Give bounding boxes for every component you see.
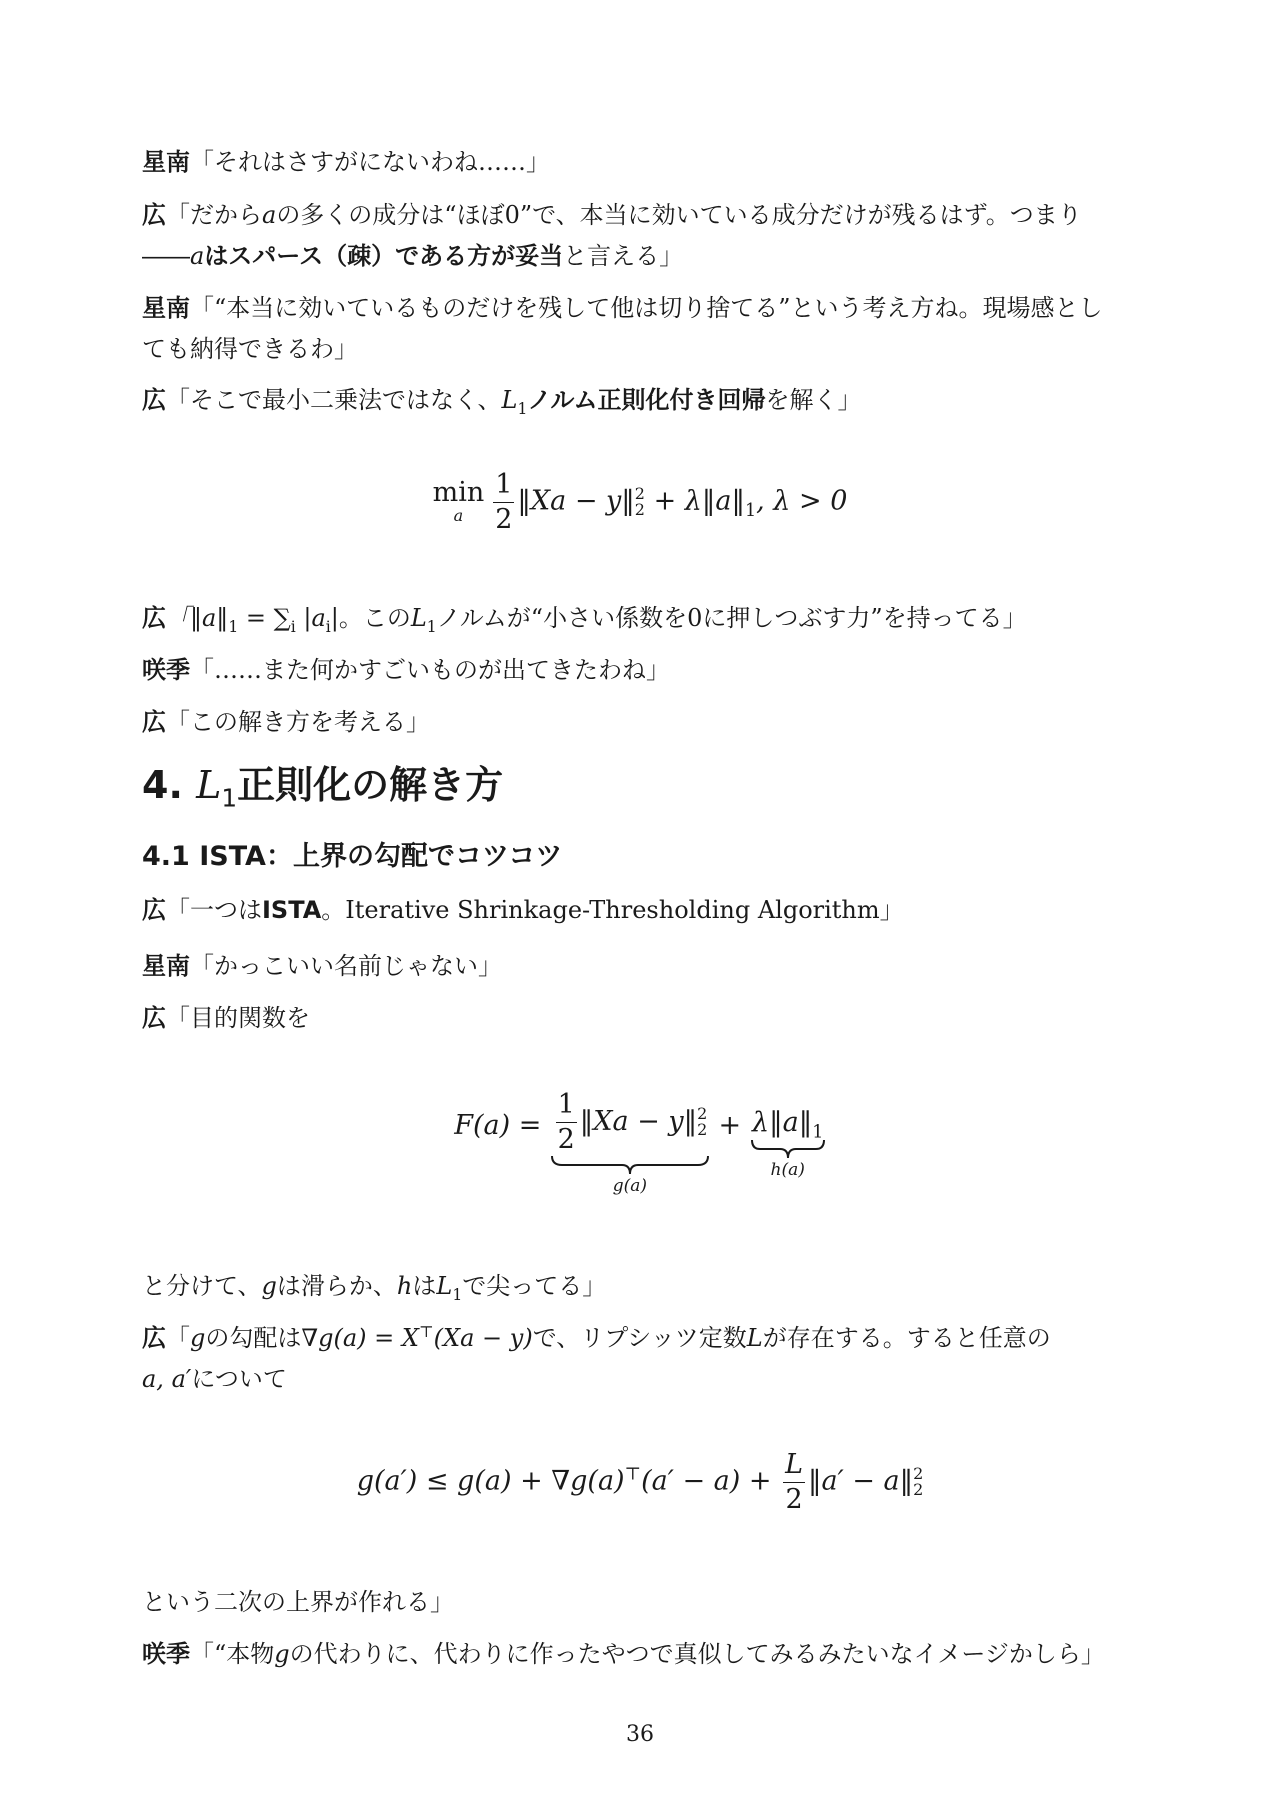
math-var: L	[436, 1272, 453, 1300]
norm-indices: 2 2	[634, 484, 645, 520]
dialogue-line	[142, 195, 1142, 277]
math-expr: g(a′) ≤ g(a) + ∇g(a)	[356, 1465, 625, 1497]
dialogue-text: という二次の上界が作れる」	[142, 1588, 454, 1616]
dialogue-text: 「かっこいい名前じゃない」	[190, 952, 502, 980]
subsection-heading: 4.1 ISTA：上界の勾配でコツコツ	[142, 841, 563, 872]
dialogue-text: で尖ってる」	[462, 1272, 607, 1300]
math-sub: 1	[452, 1285, 463, 1304]
dialogue-text: 「だから	[166, 201, 262, 229]
math-sub: i	[325, 617, 331, 636]
math-expr: ‖a′ − a‖	[808, 1465, 914, 1497]
dialogue-text: と分けて、	[142, 1272, 262, 1300]
dialogue-line	[142, 702, 1142, 743]
speaker-name: 咲季	[142, 1640, 190, 1668]
dialogue-line	[142, 1266, 1142, 1307]
fraction: $\frac{1}{2}$	[557, 1089, 575, 1155]
dialogue-text: 「一つは	[166, 896, 262, 924]
dialogue-text: の勾配は	[205, 1324, 302, 1352]
dialogue-text: 「それはさすがにないわね……」	[190, 148, 550, 176]
math-var: L	[196, 763, 222, 807]
equation-objective	[0, 470, 1280, 534]
dialogue-line	[142, 288, 1142, 370]
section-heading	[142, 754, 504, 813]
math-var: h	[396, 1272, 413, 1300]
math-var: L	[410, 604, 427, 632]
dialogue-line	[142, 380, 1142, 421]
math-expr: + λ‖a‖	[644, 485, 745, 517]
equation-decomposition	[0, 1090, 1280, 1196]
dialogue-text: について	[191, 1365, 287, 1393]
math-sub: 1	[744, 501, 757, 522]
math-expr: |	[330, 604, 339, 632]
underbrace-icon	[550, 1154, 710, 1176]
dialogue-text: 「“本当に効いているものだけを残して他は切り捨てる”という考え方ね。現場感とし	[190, 294, 1103, 322]
bold-text: ノルム正則化付き回帰	[527, 386, 766, 414]
underbrace-h: $\lambda‖a‖_1$ h(a)	[750, 1107, 826, 1180]
page-number: 36	[626, 1722, 654, 1747]
speaker-name: 広	[142, 708, 166, 736]
math-var: a	[262, 201, 277, 229]
math-sub: 1	[221, 783, 238, 813]
underbrace-g: $\frac{1}{2}$ ‖Xa − y‖ 2 2 g(a)	[550, 1090, 710, 1196]
dialogue-line	[142, 650, 1142, 691]
math-var: g	[190, 1324, 206, 1352]
speaker-name: 広	[142, 386, 166, 414]
bold-text: はスパース（疎）である方が妥当	[204, 242, 564, 270]
dialogue-text: 「目的関数を	[166, 1004, 310, 1032]
dialogue-text: は滑らか、	[276, 1272, 397, 1300]
speaker-name: 広	[142, 201, 166, 229]
math-sub: 1	[228, 617, 239, 636]
dialogue-text: が存在する。すると任意の	[762, 1324, 1051, 1352]
bold-text: ISTA	[262, 896, 322, 924]
math-var: L	[501, 386, 518, 414]
dialogue-line	[142, 1318, 1142, 1400]
min-operator: min a	[432, 477, 485, 526]
dialogue-line	[142, 946, 1142, 987]
math-sub: i	[290, 617, 296, 636]
dialogue-line	[142, 142, 1142, 183]
speaker-name: 咲季	[142, 656, 190, 684]
dialogue-text: 。Iterative Shrinkage-Thresholding Algorithm」	[321, 896, 904, 924]
math-expr: F(a) =	[454, 1110, 550, 1141]
math-expr: a, a′	[142, 1365, 192, 1393]
math-var: g	[261, 1272, 277, 1300]
math-expr: (Xa − y)	[433, 1324, 533, 1352]
dash: ――	[142, 242, 190, 270]
speaker-name: 広	[142, 604, 166, 632]
fraction: $\frac{L}{2}$	[785, 1449, 803, 1515]
dialogue-text: で、リプシッツ定数	[532, 1324, 747, 1352]
section-number: 4.	[142, 763, 197, 807]
math-sub: 1	[517, 399, 528, 418]
speaker-name: 星南	[142, 952, 190, 980]
label-h: h(a)	[770, 1159, 805, 1180]
speaker-name: 広	[142, 896, 166, 924]
math-expr: = ∑	[238, 604, 291, 632]
equation-upper-bound	[0, 1450, 1280, 1514]
dialogue-text: 「……また何かすごいものが出てきたわね」	[190, 656, 670, 684]
math-expr: +	[709, 1110, 750, 1141]
math-sup: ⊤	[624, 1464, 642, 1485]
dialogue-text: と言える」	[563, 242, 684, 270]
speaker-name: 広	[142, 1324, 166, 1352]
math-expr: ∇g(a) = X	[301, 1324, 419, 1352]
dialogue-text: 「	[166, 1324, 190, 1352]
label-g: g(a)	[612, 1176, 648, 1197]
dialogue-line	[142, 598, 1142, 639]
math-expr: (a′ − a) +	[641, 1465, 781, 1497]
dialogue-line	[142, 890, 1142, 931]
math-var: L	[746, 1324, 763, 1352]
math-sub: 1	[426, 617, 437, 636]
math-sup: ⊤	[418, 1323, 434, 1341]
dialogue-text: を解く」	[765, 386, 862, 414]
dialogue-line	[142, 1582, 1142, 1623]
speaker-name: 星南	[142, 294, 190, 322]
math-condition: , λ > 0	[756, 485, 848, 517]
dialogue-line	[142, 1634, 1142, 1675]
dialogue-text: の多くの成分は“ほぼ0”で、本当に効いている成分だけが残るはず。つまり	[276, 201, 1082, 229]
dialogue-text: 「“本物	[190, 1640, 275, 1668]
dialogue-text: の代わりに、代わりに作ったやつで真似してみるみたいなイメージかしら」	[289, 1640, 1105, 1668]
math-expr: |a	[295, 604, 326, 632]
dialogue-text: ノルムが“小さい係数を0に押しつぶす力”を持ってる」	[436, 604, 1027, 632]
dialogue-text: は	[412, 1272, 437, 1300]
dialogue-text: 。この	[338, 604, 411, 632]
speaker-name: 星南	[142, 148, 190, 176]
math-expr: 「‖a‖	[166, 604, 229, 632]
dialogue-line	[142, 998, 1142, 1039]
dialogue-text: 「この解き方を考える」	[166, 708, 430, 736]
math-expr: ‖Xa − y‖	[517, 485, 635, 517]
math-var: g	[274, 1640, 290, 1668]
dialogue-text: ても納得できるわ」	[142, 335, 358, 363]
speaker-name: 広	[142, 1004, 166, 1032]
math-var: a	[190, 242, 205, 270]
dialogue-text: 「そこで最小二乗法ではなく、	[166, 386, 502, 414]
norm-indices: 2 2	[913, 1464, 924, 1500]
fraction: $\frac{1}{2}$	[495, 469, 513, 535]
section-title: 正則化の解き方	[237, 763, 504, 807]
